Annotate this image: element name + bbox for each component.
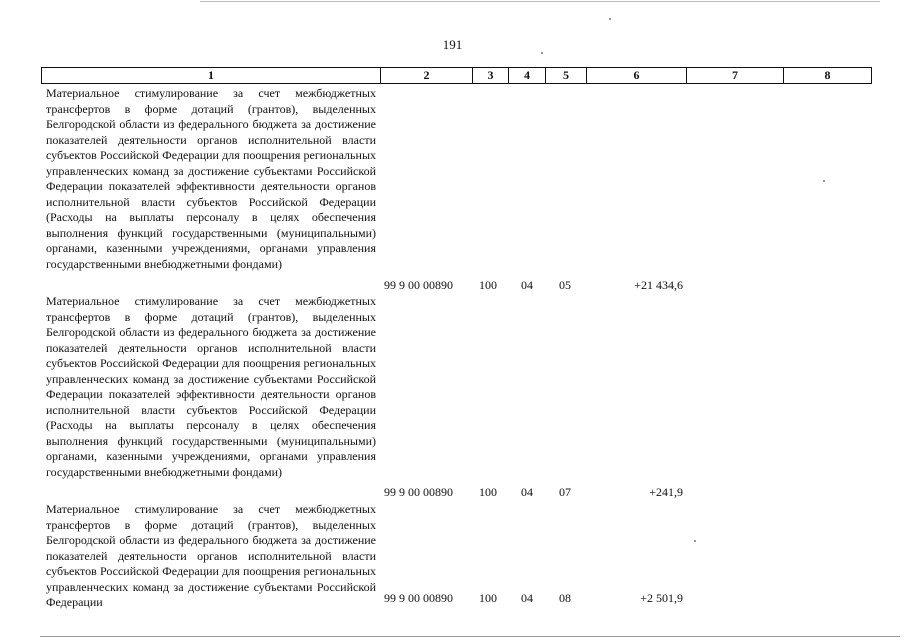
- header-col-1: 1: [42, 68, 381, 83]
- scan-speck: [823, 180, 825, 182]
- row-target-code: 99 9 00 00890: [384, 591, 453, 605]
- header-col-8: 8: [824, 68, 831, 82]
- row-description: Материальное стимулирование за счет межбюджетных трансфертов в форме дотаций (грантов), выделенных Белгородской области из федерального бюджета за достижение показателей деятельности органов исполнительной власти субъектов Российской Федерации для поощрения региональных управленческих команд за достижение субъектами Российской Федерации показателей эффективности деятельности органов исполнительной власти субъектов Российской Федерации (Расходы на выплаты персоналу в целях обеспечения выполнения функций государственными (муниципальными) органами, казенными учреждениями, органами управления государственными внебюджетными фондами): [46, 294, 376, 480]
- row-target-code: 99 9 00 00890: [384, 485, 453, 499]
- table-row: [41, 86, 872, 296]
- table-row: [41, 294, 872, 504]
- table-header-row: [41, 67, 872, 84]
- row-section: 04: [521, 278, 533, 292]
- row-description: Материальное стимулирование за счет межбюджетных трансфертов в форме дотаций (грантов), выделенных Белгородской области из федерального бюджета за достижение показателей деятельности органов исполнительной власти субъектов Российской Федерации для поощрения региональных управленческих команд за достижение субъектами Российской Федерации показателей эффективности деятельности органов исполнительной власти субъектов Российской Федерации (Расходы на выплаты персоналу в целях обеспечения выполнения функций государственными (муниципальными) органами, казенными учреждениями, органами управления государственными внебюджетными фондами): [46, 86, 376, 272]
- row-amount: +241,9: [649, 485, 683, 499]
- row-target-code: 99 9 00 00890: [384, 278, 453, 292]
- row-expense-type: 100: [479, 278, 497, 292]
- row-expense-type: 100: [479, 485, 497, 499]
- header-col-4: 4: [509, 68, 546, 83]
- row-amount: +21 434,6: [634, 278, 683, 292]
- header-col-2: 2: [381, 68, 473, 83]
- header-col-7: 7: [687, 68, 784, 83]
- row-expense-type: 100: [479, 591, 497, 605]
- header-col-3: 3: [473, 68, 509, 83]
- scan-speck: [694, 540, 696, 542]
- header-col-5: 5: [546, 68, 587, 83]
- row-amount: +2 501,9: [640, 591, 683, 605]
- header-col-6: 6: [587, 68, 687, 83]
- row-subsection: 08: [559, 591, 571, 605]
- table-row: [41, 502, 872, 612]
- row-section: 04: [521, 591, 533, 605]
- scan-top-rule: [200, 1, 880, 2]
- row-subsection: 07: [559, 485, 571, 499]
- row-subsection: 05: [559, 278, 571, 292]
- scan-speck: [541, 52, 543, 54]
- page-number: 191: [442, 37, 463, 52]
- scan-speck: [609, 18, 611, 20]
- scan-bottom-rule: [40, 636, 900, 637]
- row-description: Материальное стимулирование за счет межбюджетных трансфертов в форме дотаций (грантов), выделенных Белгородской области из федерального бюджета за достижение показателей деятельности органов исполнительной власти субъектов Российской Федерации для поощрения региональных управленческих команд за достижение субъектами Российской Федерации: [46, 502, 376, 610]
- row-section: 04: [521, 485, 533, 499]
